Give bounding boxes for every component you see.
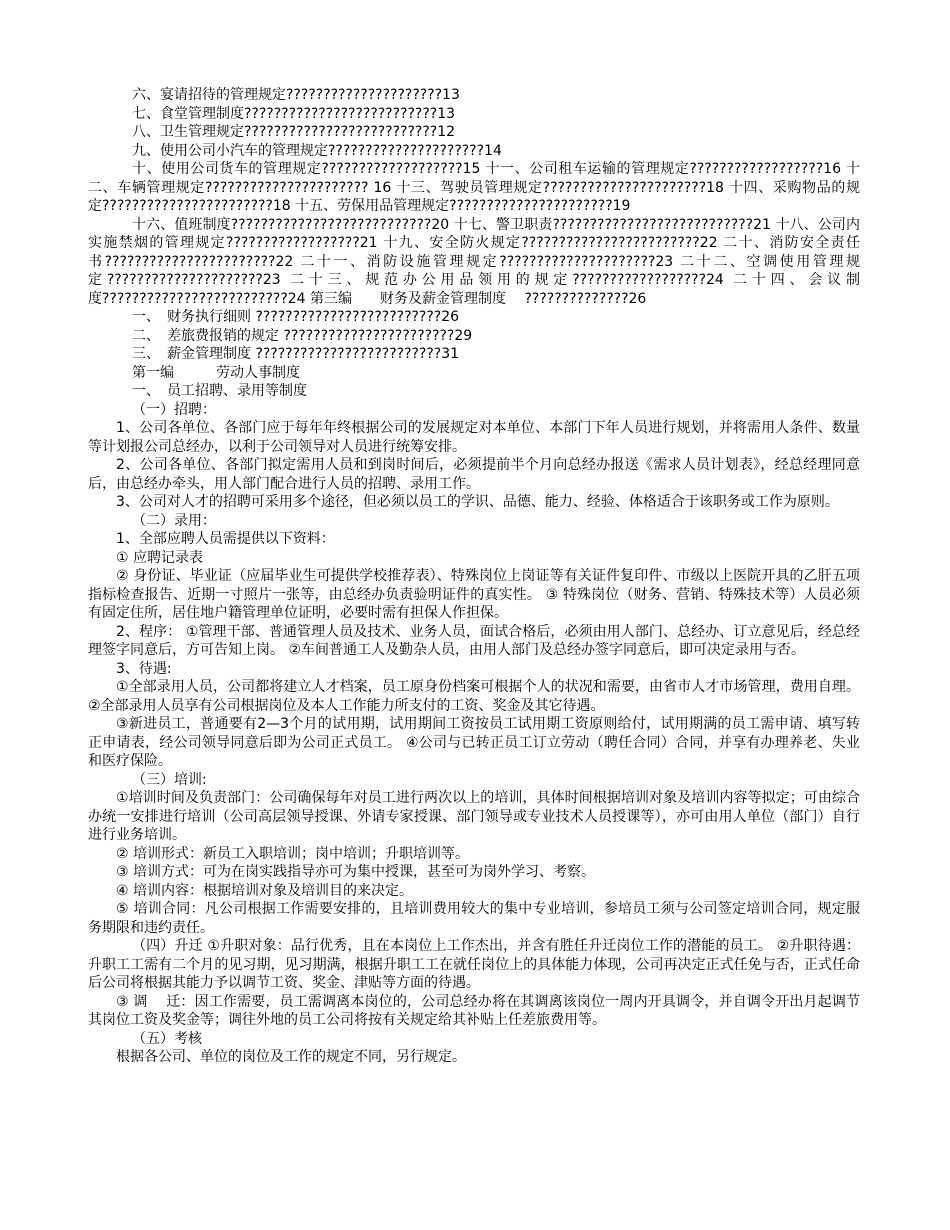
toc-line: 七、食堂管理制度??????????????????????????13 [132, 105, 456, 122]
toc-line: 二、 差旅费报销的规定 ???????????????????????29 [132, 327, 473, 344]
body-paragraph: 3、待遇: [116, 660, 172, 677]
body-paragraph: ① 应聘记录表 [116, 549, 204, 566]
subsection-heading: （五）考核 [132, 1030, 202, 1047]
toc-paragraph: 十、使用公司货车的管理规定???????????????????15 十一、公司租车运输的管理规定??????????????????16 十二、车辆管理规定?????????????????????? 16 十三、驾驶员管理规定??????????????????????18 十四、采购物品的规定???????????????????????18 十五、劳保用品管理规定??????????????????????19 [88, 161, 860, 214]
subsection-paragraph: （四）升迁 ①升职对象：品行优秀，且在本岗位上工作杰出，并含有胜任升迁岗位工作的潜能的员工。 ②升职待遇：升职工工需有二个月的见习期，见习期满，根据升职工工在就任岗位上的具体能力体现，公司再决定正式任免与否，正式任命后公司将根据其能力予以调节工资、奖金、津贴等方面的待遇。 [88, 938, 860, 991]
body-paragraph: ①全部录用人员，公司都将建立人才档案，员工原身份档案可根据个人的状况和需要，由省市人才市场管理，费用自理。 ②全部录用人员享有公司根据岗位及本人工作能力所支付的工资、奖金及其它待遇。 [88, 679, 860, 714]
toc-line: 一、 财务执行细则 ?????????????????????????26 [132, 309, 460, 325]
body-paragraph: 2、程序： ①管理干部、普通管理人员及技术、业务人员，面试合格后，必须由用人部门、总经办、订立意见后，经总经理签字同意后，方可告知上岗。 ②车间普通工人及勤杂人员，由用人部门及总经办签字同意后，即可决定录用与否。 [88, 623, 860, 658]
body-paragraph: ③ 培训方式：可为在岗实践指导亦可为集中授课，甚至可为岗外学习、考察。 [116, 864, 595, 880]
body-paragraph: ② 培训形式：新员工入职培训；岗中培训；升职培训等。 [116, 845, 469, 862]
body-paragraph: 2、公司各单位、各部门拟定需用人员和到岗时间后，必须提前半个月向总经办报送《需求人员计划表》，经总经理同意后，由总经办牵头，用人部门配合进行人员的招聘、录用工作。 [88, 457, 860, 492]
body-paragraph: ①培训时间及负责部门：公司确保每年对员工进行两次以上的培训，具体时间根据培训对象及培训内容等拟定；可由综合办统一安排进行培训（公司高层领导授课、外请专家授课、部门领导或专业技术人员授课等），亦可由用人单位（部门）自行进行业务培训。 [88, 790, 860, 843]
subsection-heading: （三）培训: [132, 771, 207, 788]
section-heading: 一、 员工招聘、录用等制度 [132, 383, 307, 399]
body-paragraph: ④ 培训内容：根据培训对象及培训目的来决定。 [116, 882, 413, 899]
toc-line: 三、 薪金管理制度 ?????????????????????????31 [132, 346, 460, 362]
part-heading: 第一编 劳动人事制度 [132, 364, 300, 381]
body-paragraph: ⑤ 培训合同：凡公司根据工作需要安排的，且培训费用较大的集中专业培训，参培员工须与公司签定培训合同，规定服务期限和违约责任。 [88, 901, 860, 936]
body-paragraph: 1、全部应聘人员需提供以下资料： [116, 531, 335, 547]
subsection-heading: （二）录用： [132, 512, 216, 529]
body-paragraph: 1、公司各单位、各部门应于每年年终根据公司的发展规定对本单位、本部门下年人员进行规划，并将需用人条件、数量等计划报公司总经办，以利于公司领导对人员进行统筹安排。 [88, 420, 860, 455]
subsection-heading: （一）招聘： [132, 401, 216, 418]
body-paragraph: ③新进员工，普通要有2—3个月的试用期，试用期间工资按员工试用期工资原则给付，试用期满的员工需申请、填写转正申请表，经公司领导同意后即为公司正式员工。 ④公司与已转正员工订立劳动（聘任合同）合同，并享有办理养老、失业和医疗保险。 [88, 716, 860, 769]
toc-line: 六、宴请招待的管理规定?????????????????????13 [132, 87, 460, 103]
toc-line: 八、卫生管理规定??????????????????????????12 [132, 124, 456, 140]
document-page [88, 86, 860, 1067]
toc-paragraph: 十六、值班制度???????????????????????????20 十七、警卫职责???????????????????????????21 十八、公司内实施禁烟的管理规定??????????????????21 十九、安全防火规定????????????????????????22 二十、消防安全责任书???????????????????????22 二十一、消防设施管理规定?????????????????????23 二十二、空调使用管理规定?????????????????????23 二十三、规范办公用品领用的规定??????????????????24 二十四、会议制度?????????????????????????24 第三编 财务及薪金管理制度 ??????????????26 [88, 216, 860, 307]
body-paragraph: ③ 调 迁：因工作需要，员工需调离本岗位的，公司总经办将在其调离该岗位一周内开具调令，并自调令开出月起调节其岗位工资及奖金等；调往外地的员工公司将按有关规定给其补贴上任差旅费用等。 [88, 993, 860, 1028]
body-paragraph: 3、公司对人才的招聘可采用多个途径，但必须以员工的学识、品德、能力、经验、体格适合于该职务或工作为原则。 [116, 494, 839, 510]
body-paragraph: 根据各公司、单位的岗位及工作的规定不同，另行规定。 [116, 1049, 466, 1065]
body-paragraph: ② 身份证、毕业证（应届毕业生可提供学校推荐表）、特殊岗位上岗证等有关证件复印件、市级以上医院开具的乙肝五项指标检查报告、近期一寸照片一张等，由总经办负责验明证件的真实性。 ③ 特殊岗位（财务、营销、特殊技术等）人员必须有固定住所，居住地户籍管理单位证明，必要时需有担保人作担保。 [88, 568, 860, 621]
toc-line: 九、使用公司小汽车的管理规定?????????????????????14 [132, 142, 502, 159]
